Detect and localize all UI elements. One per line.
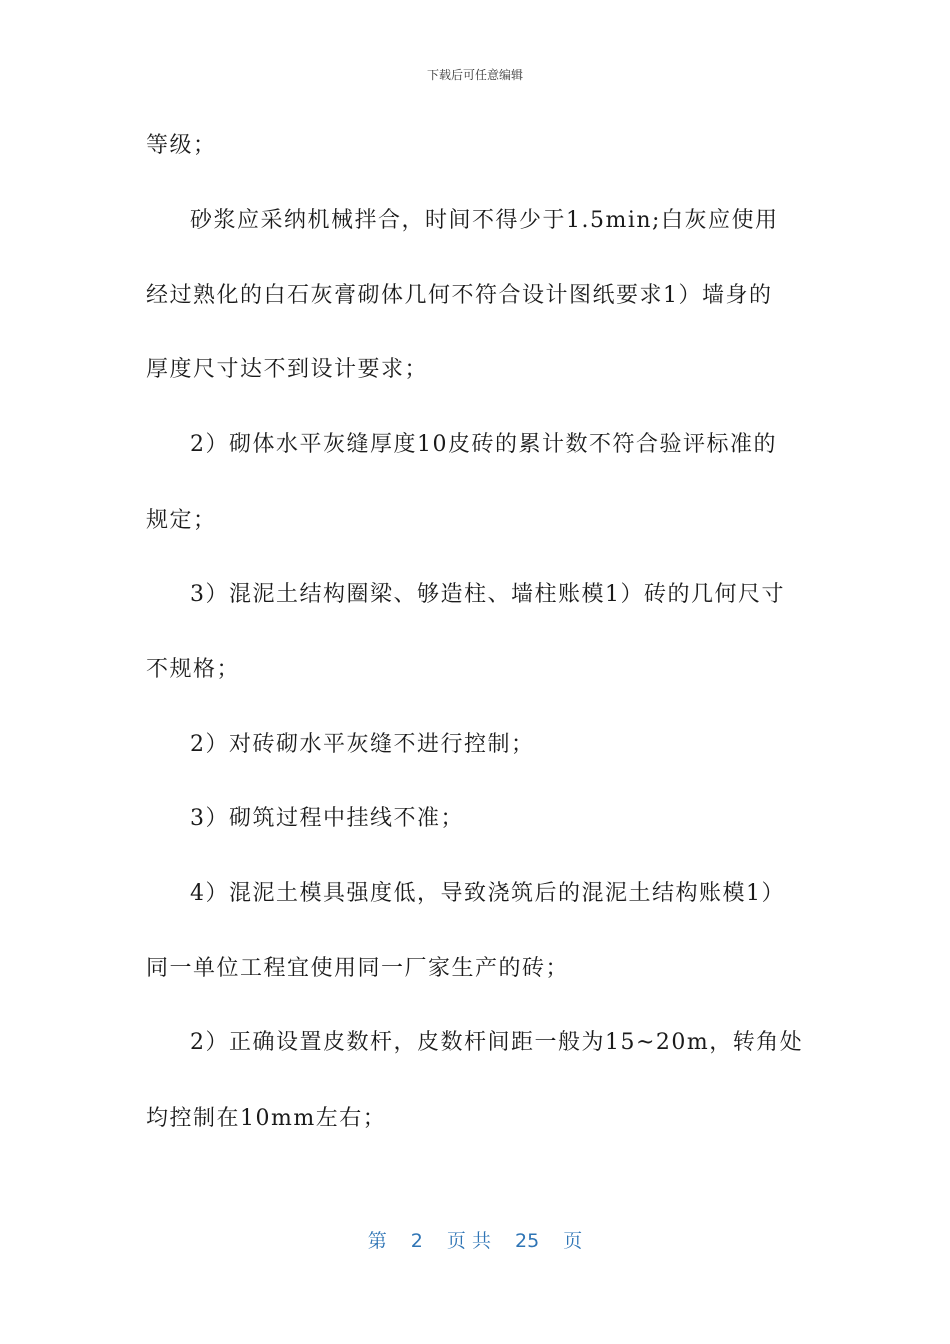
- footer-middle: 页 共: [446, 1230, 491, 1252]
- body-line: 同一单位工程宜使用同一厂家生产的砖；: [146, 956, 570, 981]
- body-line: 等级；: [146, 133, 217, 158]
- footer-suffix: 页: [563, 1230, 583, 1252]
- body-line: 4）混泥土模具强度低，导致浇筑后的混泥土结构账模1）: [190, 881, 785, 906]
- body-line: 不规格；: [146, 657, 241, 682]
- body-line: 厚度尺寸达不到设计要求；: [146, 357, 429, 382]
- body-line: 经过熟化的白石灰膏砌体几何不符合设计图纸要求1）墙身的: [146, 283, 773, 308]
- body-line: 2）对砖砌水平灰缝不进行控制；: [190, 732, 535, 757]
- body-line: 均控制在10mm左右；: [146, 1106, 387, 1131]
- body-line: 2）正确设置皮数杆，皮数杆间距一般为15~20m，转角处: [190, 1030, 804, 1055]
- footer-prefix: 第: [367, 1230, 387, 1252]
- body-line: 2）砌体水平灰缝厚度10皮砖的累计数不符合验评标准的: [190, 432, 777, 457]
- total-pages-number: 25: [515, 1230, 540, 1252]
- page-header: 下载后可任意编辑: [426, 68, 523, 82]
- body-line: 3）砌筑过程中挂线不准；: [190, 806, 464, 831]
- page-footer: [0, 1226, 950, 1253]
- body-line: 规定；: [146, 508, 217, 533]
- current-page-number: 2: [410, 1230, 423, 1252]
- body-line: 3）混泥土结构圈梁、够造柱、墙柱账模1）砖的几何尺寸: [190, 582, 785, 607]
- body-line: 砂浆应采纳机械拌合，时间不得少于1.5min;白灰应使用: [190, 208, 779, 233]
